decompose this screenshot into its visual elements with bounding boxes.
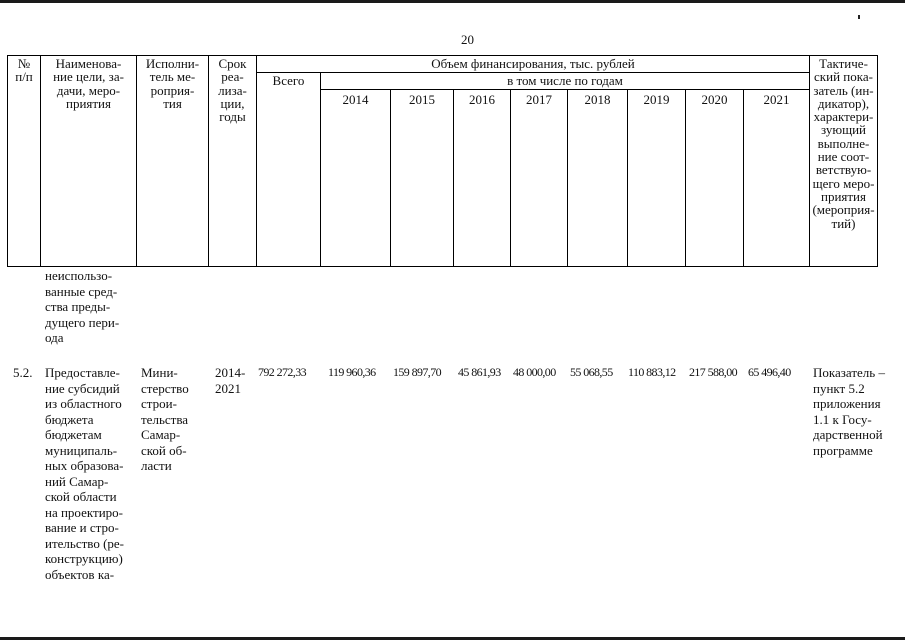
row-value-2020: 217 588,00 xyxy=(689,365,738,379)
row-executor: Мини- стерство строи- тельства Самар- ской об- ласти xyxy=(141,365,189,473)
header-year: 2019 xyxy=(643,92,670,107)
header-financing-title: Объем финансирования, тыс. рублей xyxy=(431,56,635,71)
scan-speck xyxy=(858,15,860,19)
col-border xyxy=(567,89,568,267)
col-border xyxy=(627,89,628,267)
col-border xyxy=(7,55,8,267)
header-executor: Исполни- тель ме- роприя- тия xyxy=(145,56,200,111)
top-border-bar xyxy=(0,0,905,3)
header-year: 2018 xyxy=(584,92,611,107)
col-border xyxy=(390,89,391,267)
header-number: № п/п xyxy=(15,56,33,85)
row-term: 2014- 2021 xyxy=(215,365,246,396)
header-bottom-line xyxy=(7,266,878,267)
header-year: 2017 xyxy=(526,92,552,107)
col-border xyxy=(743,89,744,267)
header-name: Наименова- ние цели, за- дачи, меро- приятия xyxy=(53,56,124,111)
continuation-text: неиспользо- ванные сред- ства преды- дущего пери- ода xyxy=(45,268,120,345)
page-number: 20 xyxy=(461,32,474,47)
years-line xyxy=(320,89,809,90)
header-year: 2015 xyxy=(409,92,435,107)
row-value-2015: 159 897,70 xyxy=(393,365,442,379)
row-total: 792 272,33 xyxy=(258,365,307,379)
col-border xyxy=(877,55,878,267)
header-by-years: в том числе по годам xyxy=(507,73,623,88)
row-value-2016: 45 861,93 xyxy=(458,365,501,379)
row-value-2021: 65 496,40 xyxy=(748,365,791,379)
col-border xyxy=(685,89,686,267)
row-value-2018: 55 068,55 xyxy=(570,365,613,379)
col-border xyxy=(453,89,454,267)
header-year: 2020 xyxy=(701,92,728,107)
header-year: 2014 xyxy=(342,92,369,107)
row-value-2014: 119 960,36 xyxy=(328,365,376,379)
row-name: Предоставле- ние субсидий из областного бюджета бюджетам муниципаль- ных образова- ний Самар- ской области на проектиро- вание и стро- ительство (ре- конструкцию) объектов ка- xyxy=(45,365,125,582)
header-year: 2021 xyxy=(763,92,790,107)
col-border xyxy=(510,89,511,267)
header-term: Срок реа- лиза- ции, годы xyxy=(218,56,247,125)
header-total: Всего xyxy=(272,73,305,88)
header-indicator: Тактиче- ский пока- затель (ин- дикатор), характери- зующий выполне- ние соот- ветствую- щего меро- приятия (мероприя- тий) xyxy=(812,56,875,231)
row-number: 5.2. xyxy=(13,365,33,380)
row-value-2019: 110 883,12 xyxy=(628,365,676,379)
row-indicator: Показатель – пункт 5.2 приложения 1.1 к Госу- дарственной программе xyxy=(813,365,885,458)
row-value-2017: 48 000,00 xyxy=(513,365,556,379)
header-year: 2016 xyxy=(469,92,495,107)
